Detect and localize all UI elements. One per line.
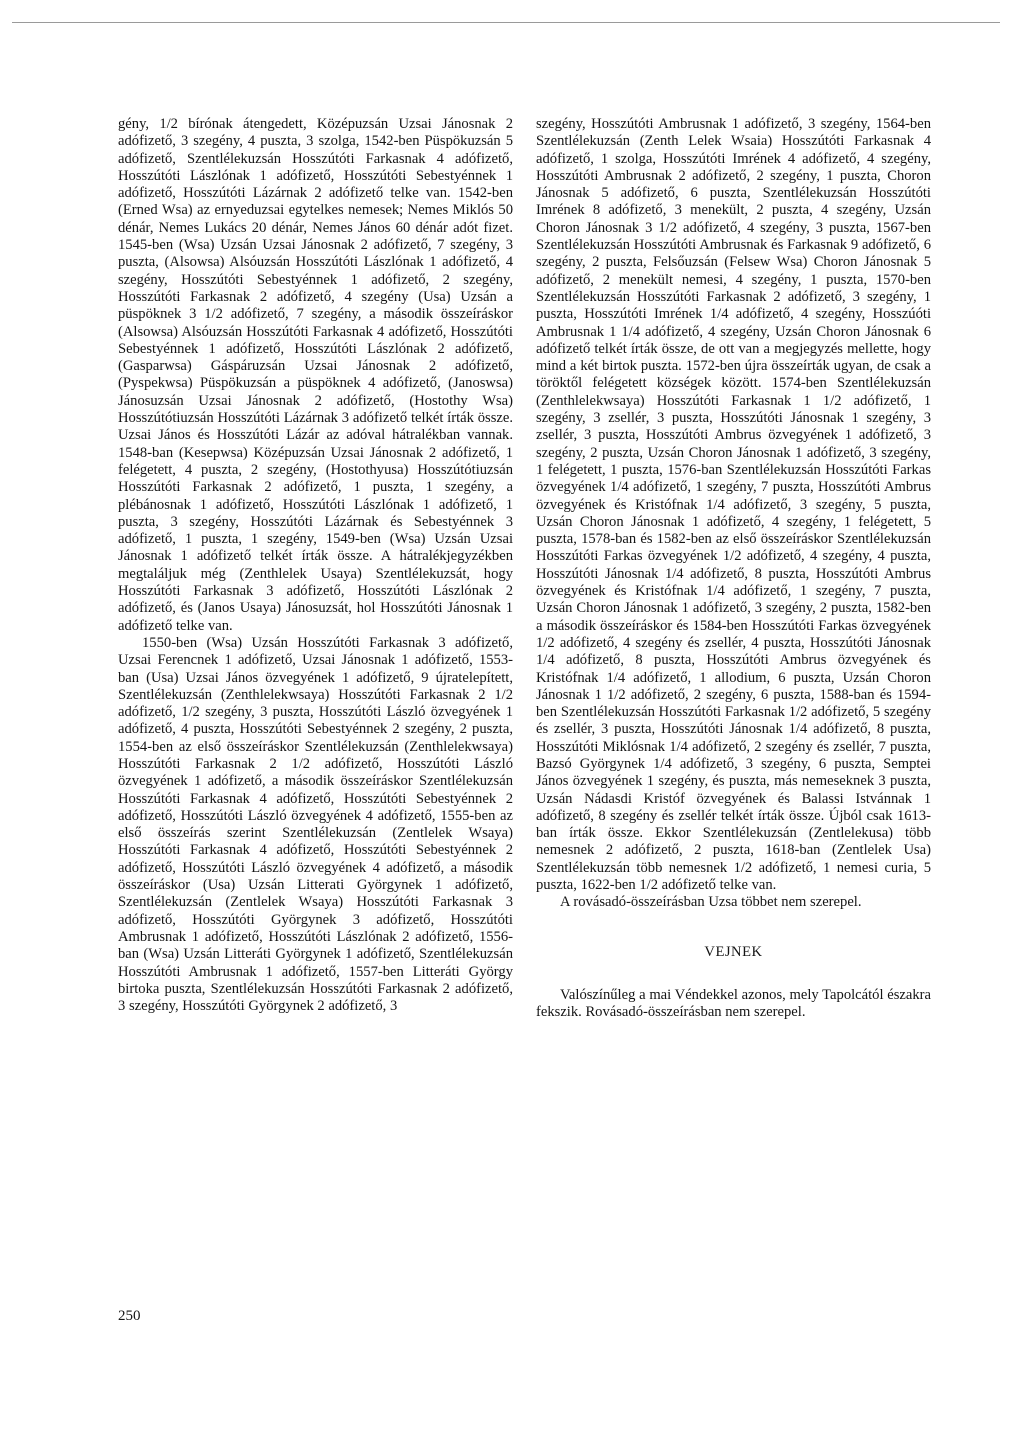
top-rule bbox=[12, 22, 1000, 23]
left-paragraph-2: 1550-ben (Wsa) Uzsán Hosszútóti Farkasnak 3 adófizető, Uzsai Ferencnek 1 adófizető, Uzsai Jánosnak 1 adófizető, 1553-ban (Usa) Uzsai János özvegyének 1 adófizető, 9 újratelepített, Szentlélekuzsán (Zenthlelekwsaya) Hosszútóti Farkasnak 2 1/2 adófizető, 1/2 szegény, 3 puszta, Hosszútóti László özvegyének 1 adófizető, 4 puszta, Hosszútóti Sebestyénnek 2 szegény, 2 puszta, 1554-ben az első összeíráskor Szentlélekuzsán (Zenthlelekwsaya) Hosszútóti Farkasnak 2 1/2 adófizető, Hosszútóti László özvegyének 1 adófizető, a második összeíráskor Szentlélekuzsán Hosszútóti Farkasnak 4 adófizető, Hosszútóti Sebestyénnek 2 adófizető, Hosszútóti László özvegyének 4 adófizető, 1555-ben az első összeírás szerint Szentlélekuzsán (Zentlelek Wsaya) Hosszútóti Farkasnak 4 adófizető, Hosszútóti Sebestyénnek 2 adófizető, Hosszútóti László özvegyének 4 adófizető, a második összeíráskor (Usa) Uzsán Litterati Györgynek 1 adófizető, Szentlélekuzsán (Zentlelek Wsaya) Hosszútóti Farkasnak 3 adófizető, Hosszútóti Györgynek 3 adófizető, Hosszútóti Ambrusnak 1 adófizető, Hosszútóti Lászlónak 2 adófizető, 1556-ban (Wsa) Uzsán Litteráti Györgynek 1 adófizető, Szentlélekuzsán Hosszútóti Ambrusnak 1 adófizető, 1557-ben Litteráti György birtoka puszta, Szentlélekuzsán Hosszútóti Farkasnak 2 adófizető, 3 szegény, Hosszútóti Györgynek 2 adófizető, 3 bbox=[118, 634, 513, 1015]
right-paragraph-1: szegény, Hosszútóti Ambrusnak 1 adófizető, 3 szegény, 1564-ben Szentlélekuzsán (Zenth Lelek Wsaia) Hosszútóti Farkasnak 4 adófizető, 1 szolga, Hosszútóti Imrének 4 adófizető, 4 szegény, Hosszútóti Ambrusnak 2 adófizető, 2 szegény, 1 puszta, Choron Jánosnak 5 adófizető, 6 puszta, Szentlélekuzsán Hosszútóti Imrének 8 adófizető, 3 menekült, 2 puszta, 4 szegény, Uzsán Choron Jánosnak 3 1/2 adófizető, 4 szegény, 3 puszta, 1567-ben Szentlélekuzsán Hosszútóti Ambrusnak és Farkasnak 9 adófizető, 6 szegény, 2 puszta, Felsőuzsán (Felsew Wsa) Choron Jánosnak 5 adófizető, 2 menekült nemesi, 4 szegény, 1 puszta, 1570-ben Szentlélekuzsán Hosszútóti Farkasnak 2 adófizető, 3 szegény, 1 puszta, Hosszútóti Imrének 1/4 adófizető, 4 szegény, Hosszúóti Ambrusnak 1 1/4 adófizető, 4 szegény, Uzsán Choron Jánosnak 6 adófizető telkét írták össze, de ott van a megjegyzés mellette, hogy mind a két birtok puszta. 1572-ben újra összeírták ugyan, de csak a töröktől felégetett községek között. 1574-ben Szentlélekuzsán (Zenthlelekwsaya) Hosszútóti Farkasnak 1 1/2 adófizető, 1 szegény, 3 zsellér, 3 puszta, Hosszútóti Jánosnak 1 szegény, 3 zsellér, 3 puszta, Hosszútóti Ambrus özvegyének 1 adófizető, 3 szegény, 2 puszta, Uzsán Choron Jánosnak 1 adófizető, 3 szegény, 1 felégetett, 1 puszta, 1576-ban Szentlélekuzsán Hosszútóti Farkas özvegyének 1/4 adófizető, 1 szegény, 7 puszta, Hosszútóti Ambrus özvegyének és Kristófnak 1/4 adófizető, 3 szegény, 5 puszta, Uzsán Choron Jánosnak 1 adófizető, 4 szegény, 1 felégetett, 5 puszta, 1578-ban és 1582-ben az első összeíráskor Szentlélekuzsán Hosszútóti Farkas özvegyének 1/2 adófizető, 4 szegény, 4 puszta, Hosszútóti Jánosnak 1/4 adófizető, 8 puszta, Hosszútóti Ambrus özvegyének és Kristófnak 1/4 adófizető, 1 szegény, 7 puszta, Uzsán Choron Jánosnak 1 adófizető, 3 szegény, 2 puszta, 1582-ben a második összeíráskor és 1584-ben Hosszútóti Farkas özvegyének 1/2 adófizető, 4 szegény és zsellér, 4 puszta, Hosszútóti Jánosnak 1/4 adófizető, 8 puszta, Hosszútóti Ambrus özvegyének és Kristófnak 1/4 adófizető, 1 allodium, 6 puszta, Uzsán Choron Jánosnak 1 1/2 adófizető, 2 szegény, 6 puszta, 1588-ban és 1594-ben Szentlélekuzsán Hosszútóti Farkasnak 1/2 adófizető, 5 szegény és zsellér, 3 puszta, Hosszútóti Jánosnak 1/4 adófizető, 8 puszta, Hosszútóti Miklósnak 1/4 adófizető, 2 szegény és zsellér, 7 puszta, Bazsó Györgynek 1/4 adófizető, 3 szegény, 6 puszta, Semptei János özvegyének 1 szegény, és puszta, más nemeseknek 3 puszta, Uzsán Nádasdi Kristóf özvegyének és Balassi Istvánnak 1 adófizető, 8 szegény és zsellér telkét írták össze. Újból csak 1613-ban írták össze. Ekkor Szentlélekuzsán (Zentlelekusa) több nemesnek 2 adófizető, 2 puszta, 1618-ban (Zentlelek Usa) Szentlélekuzsán több nemesnek 1/2 adófizető, 1 nemesi curia, 5 puszta, 1622-ben 1/2 adófizető telke van. bbox=[536, 116, 931, 894]
section-paragraph: Valószínűleg a mai Véndekkel azonos, mely Tapolcától északra fekszik. Rovásadó-összeírásban nem szerepel. bbox=[536, 986, 931, 1021]
left-paragraph-1: gény, 1/2 bírónak átengedett, Középuzsán Uzsai Jánosnak 2 adófizető, 3 szegény, 4 puszta, 3 szolga, 1542-ben Püspökuzsán 5 adófizető, Szentlélekuzsán Hosszútóti Farkasnak 4 adófizető, Hosszútóti Lászlónak 1 adófizető, Hosszútóti Sebestyénnek 1 adófizető, Hosszútóti Lázárnak 2 adófizető telke van. 1542-ben (Erned Wsa) az ernyeduzsai egytelkes nemesek; Nemes Miklós 50 dénár, Nemes Lukács 20 dénár, Nemes János 60 dénár adót fizet. 1545-ben (Wsa) Uzsán Uzsai Jánosnak 2 adófizető, 7 szegény, 3 puszta, (Alsowsa) Alsóuzsán Hosszútóti Lászlónak 1 adófizető, 4 szegény, Hosszútóti Sebestyénnek 1 adófizető, 2 szegény, Hosszútóti Farkasnak 2 adófizető, 4 szegény (Usa) Uzsán a püspöknek 3 1/2 adófizető, 7 szegény, a második összeíráskor (Alsowsa) Alsóuzsán Hosszútóti Farkasnak 4 adófizető, Hosszútóti Sebestyénnek 1 adófizető, Hosszútóti Lászlónak 2 adófizető, (Gasparwsa) Gáspáruzsán Uzsai Jánosnak 2 adófizető, (Pyspekwsa) Püspökuzsán a püspöknek 4 adófizető, (Janoswsa) Jánosuzsán Uzsai Jánosnak 2 adófizető, (Hostothy Wsa) Hosszútótiuzsán Hosszútóti Lázárnak 3 adófizető telkét írták össze. Uzsai János és Hosszútóti Lázár az adóval hátralékban vannak. 1548-ban (Kesepwsa) Középuzsán Uzsai Jánosnak 2 adófizető, 1 felégetett, 4 puszta, 2 szegény, (Hostothyusa) Hosszútótiuzsán Hosszútóti Farkasnak 2 adófizető, 1 puszta, 1 szegény, a plébánosnak 1 adófizető, Hosszútóti Lászlónak 1 adófizető, 1 puszta, 3 szegény, Hosszútóti Lázárnak és Sebestyénnek 3 adófizető, 1 puszta, 1 szegény, 1549-ben (Wsa) Uzsán Uzsai Jánosnak 1 adófizető telkét írták össze. A hátralékjegyzékben megtaláljuk még (Zenthlelek Usaya) Szentlélekuzsát, hogy Hosszútóti Farkasnak 3 adófizető, Hosszútóti Lászlónak 2 adófizető, és (Janos Usaya) Jánosuzsát, hol Hosszútóti Jánosnak 1 adófizető telke van. bbox=[118, 116, 513, 634]
section-heading: VEJNEK bbox=[704, 943, 763, 960]
right-column bbox=[536, 116, 931, 1022]
page-number: 250 bbox=[118, 1308, 141, 1324]
left-column bbox=[118, 116, 513, 1015]
right-paragraph-2: A rovásadó-összeírásban Uzsa többet nem szerepel. bbox=[560, 894, 862, 911]
